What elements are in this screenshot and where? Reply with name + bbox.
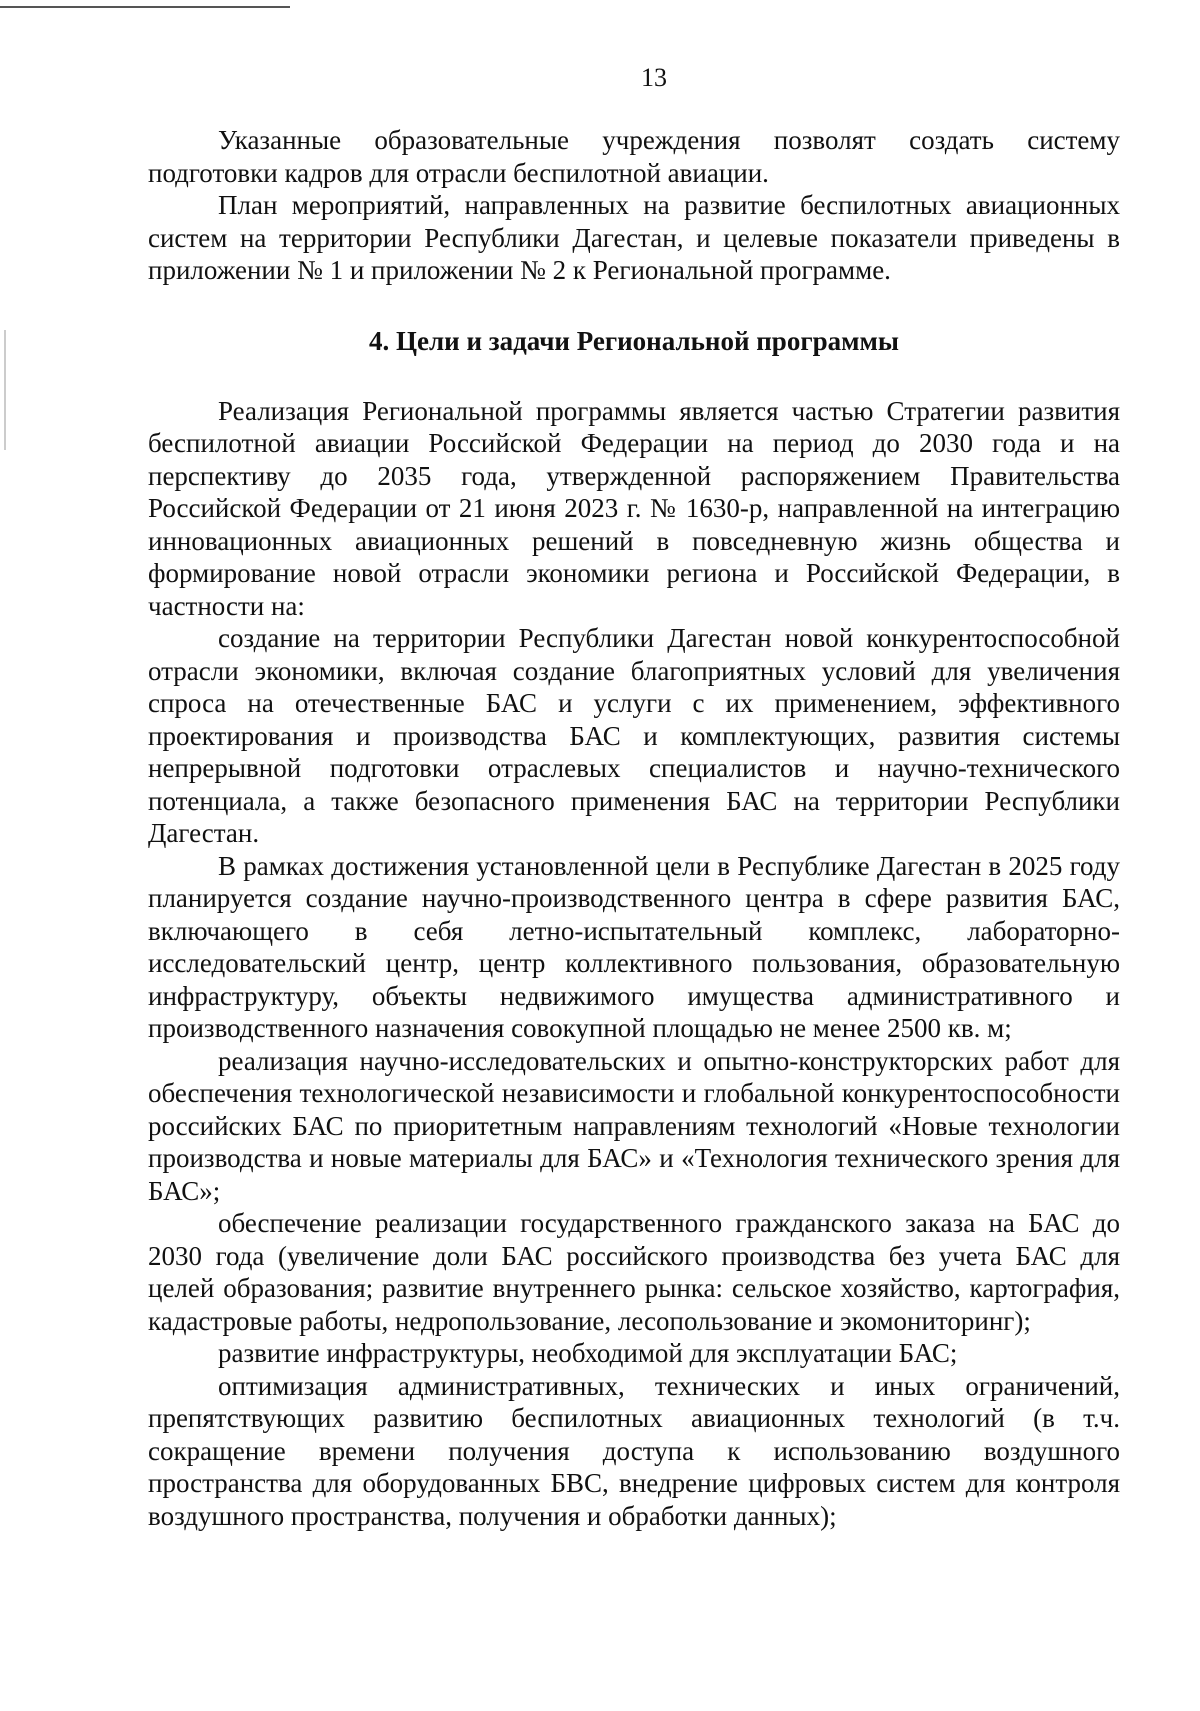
paragraph-intro-2: План мероприятий, направленных на развитие беспилотных авиационных систем на территории Республики Дагестан, и целевые показатели приведены в приложении № 1 и приложении № 2 к Региональной программе. [148, 190, 1120, 285]
paragraph-intro-1: Указанные образовательные учреждения позволят создать систему подготовки кадров для отрасли беспилотной авиации. [148, 125, 1120, 188]
paragraph-section-1: Реализация Региональной программы является частью Стратегии развития беспилотной авиации Российской Федерации на период до 2030 года и на перспективу до 2035 года, утвержденной распоряжением Правительства Российской Федерации от 21 июня 2023 г. № 1630-р, направленной на интеграцию инновационных авиационных решений в повседневную жизнь общества и формирование новой отрасли экономики региона и Российской Федерации, в частности на: [148, 395, 1120, 621]
scan-edge-top [0, 6, 290, 8]
scan-edge-left [4, 330, 6, 450]
paragraph-section-4: реализация научно-исследовательских и опытно-конструкторских работ для обеспечения технологической независимости и глобальной конкурентоспособности российских БАС по приоритетным направлениям технологий «Новые технологии производства и новые материалы для БАС» и «Технология технического зрения для БАС»; [148, 1045, 1120, 1206]
page-number: 13 [641, 63, 667, 92]
paragraph-section-6: развитие инфраструктуры, необходимой для эксплуатации БАС; [218, 1338, 958, 1368]
document-page [148, 62, 1120, 1532]
paragraph-section-5: обеспечение реализации государственного гражданского заказа на БАС до 2030 года (увеличение доли БАС российского производства без учета БАС для целей образования; развитие внутреннего рынка: сельское хозяйство, картография, кадастровые работы, недропользование, лесопользование и экомониторинг); [148, 1208, 1120, 1336]
paragraph-section-3: В рамках достижения установленной цели в Республике Дагестан в 2025 году планируется создание научно-производственного центра в сфере развития БАС, включающего в себя летно-испытательный комплекс, лабораторно-исследовательский центр, центр коллективного пользования, образовательную инфраструктуру, объекты недвижимого имущества административного и производственного назначения совокупной площадью не менее 2500 кв. м; [148, 850, 1120, 1043]
paragraph-section-7: оптимизация административных, технических и иных ограничений, препятствующих развитию беспилотных авиационных технологий (в т.ч. сокращение времени получения доступа к использованию воздушного пространства для оборудованных БВС, внедрение цифровых систем для контроля воздушного пространства, получения и обработки данных); [148, 1370, 1120, 1531]
paragraph-section-2: создание на территории Республики Дагестан новой конкурентоспособной отрасли экономики, включая создание благоприятных условий для увеличения спроса на отечественные БАС и услуги с их применением, эффективного проектирования и производства БАС и комплектующих, развития системы непрерывной подготовки отраслевых специалистов и научно-технического потенциала, а также безопасного применения БАС на территории Республики Дагестан. [148, 623, 1120, 848]
section-title: 4. Цели и задачи Региональной программы [369, 325, 899, 356]
